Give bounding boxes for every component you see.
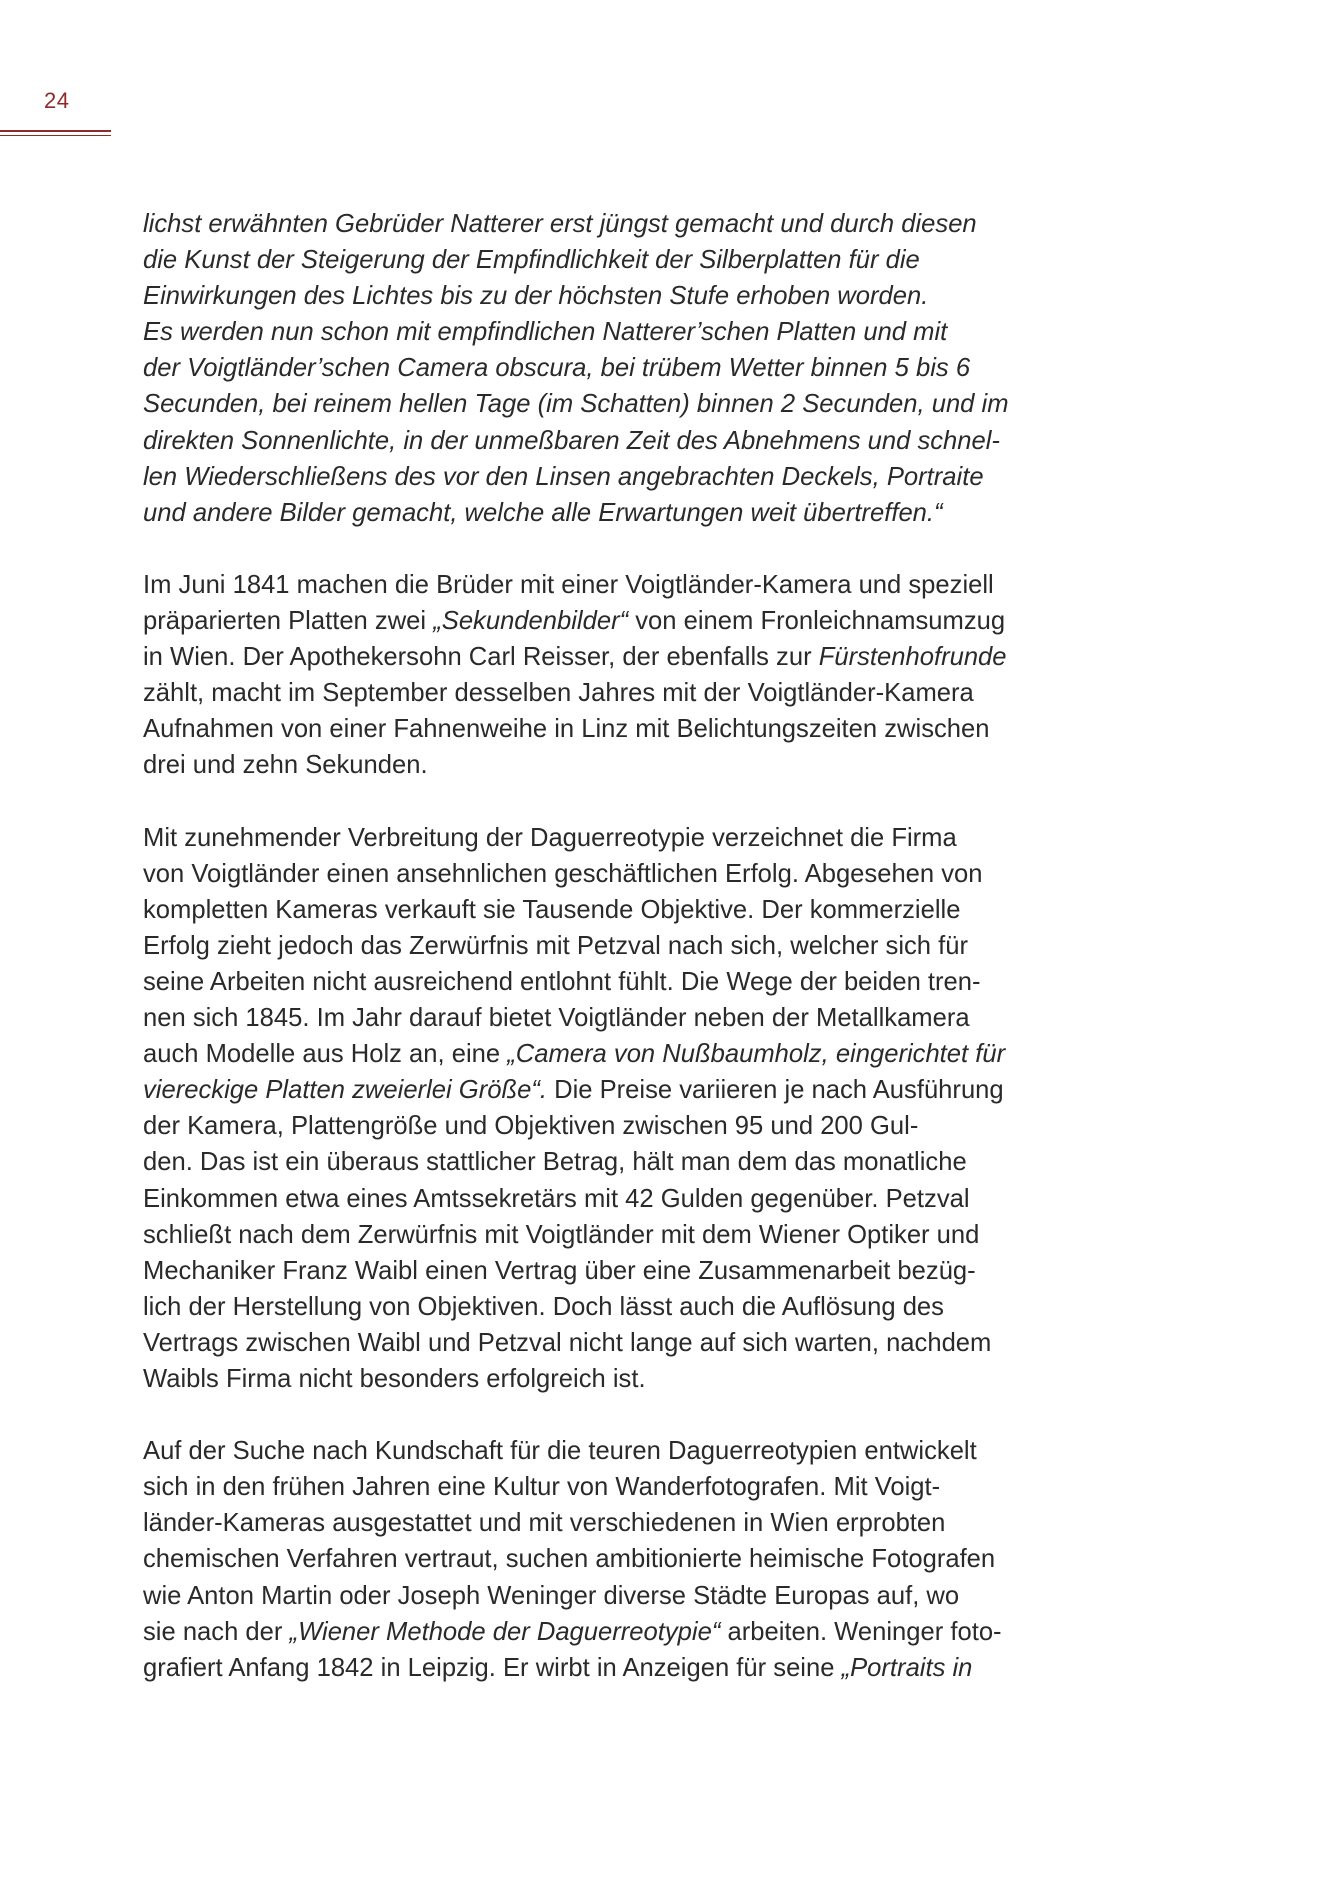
text-line [143, 1036, 1043, 1072]
quote-line: und andere Bilder gemacht, welche alle Erwartungen weit übertreffen.“ [143, 498, 943, 527]
text-line: länder-Kameras ausgestattet und mit verschiedenen in Wien erprobten [143, 1509, 946, 1538]
text-line: Mit zunehmender Verbreitung der Daguerreotypie verzeichnet die Firma [143, 823, 957, 852]
text-line: Aufnahmen von einer Fahnenweihe in Linz mit Belichtungszeiten zwischen [143, 715, 990, 744]
quote-line: direkten Sonnenlichte, in der unmeßbaren Zeit des Abnehmens und schnel- [143, 426, 1000, 455]
quote-line: lichst erwähnten Gebrüder Natterer erst jüngst gemacht und durch diesen [143, 210, 977, 238]
text-segment: Die Preise variieren je nach Ausführung [546, 1076, 1004, 1105]
text-line: zählt, macht im September desselben Jahres mit der Voigtländer-Kamera [143, 679, 974, 708]
text-line: seine Arbeiten nicht ausreichend entlohnt fühlt. Die Wege der beiden tren- [143, 967, 981, 996]
text-line: schließt nach dem Zerwürfnis mit Voigtländer mit dem Wiener Optiker und [143, 1220, 980, 1249]
text-line: chemischen Verfahren vertraut, suchen ambitionierte heimische Fotografen [143, 1545, 996, 1574]
text-segment: grafiert Anfang 1842 in Leipzig. Er wirbt in Anzeigen für seine [143, 1653, 842, 1682]
text-line: drei und zehn Sekunden. [143, 751, 428, 780]
emphasis-wiener-methode: „Wiener Methode der Daguerreotypie“ [289, 1617, 721, 1646]
text-line [143, 603, 1043, 639]
body-text [143, 206, 1043, 1686]
emphasis-portraits: „Portraits in [841, 1653, 973, 1682]
text-line: der Kamera, Plattengröße und Objektiven zwischen 95 und 200 Gul- [143, 1112, 919, 1141]
text-line: Waibls Firma nicht besonders erfolgreich ist. [143, 1365, 646, 1393]
emphasis-fuerstenhofrunde: Fürstenhofrunde [818, 643, 1007, 672]
text-line: Mechaniker Franz Waibl einen Vertrag über eine Zusammenarbeit bezüg- [143, 1256, 976, 1285]
quoted-passage [143, 206, 1043, 531]
quote-line: Es werden nun schon mit empfindlichen Natterer’schen Platten und mit [143, 318, 948, 347]
text-line [143, 1072, 1043, 1108]
paragraph-1 [143, 567, 1043, 784]
text-segment: in Wien. Der Apothekersohn Carl Reisser, der ebenfalls zur [143, 643, 819, 672]
text-line: kompletten Kameras verkauft sie Tausende Objektive. Der kommerzielle [143, 895, 961, 924]
emphasis-camera-quote: viereckige Platten zweierlei Größe“. [143, 1076, 547, 1105]
text-line: Erfolg zieht jedoch das Zerwürfnis mit Petzval nach sich, welcher sich für [143, 931, 969, 960]
quote-line: Einwirkungen des Lichtes bis zu der höchsten Stufe erhoben worden. [143, 282, 929, 311]
text-line: wie Anton Martin oder Joseph Weninger diverse Städte Europas auf, wo [143, 1581, 960, 1610]
quote-line: die Kunst der Steigerung der Empfindlichkeit der Silberplatten für die [143, 246, 920, 275]
emphasis-camera-quote: „Camera von Nußbaumholz, eingerichtet für [507, 1040, 1006, 1069]
text-line: Im Juni 1841 machen die Brüder mit einer Voigtländer-Kamera und speziell [143, 570, 994, 599]
text-segment: arbeiten. Weninger foto- [720, 1617, 1002, 1646]
emphasis-sekundenbilder: „Sekundenbilder“ [433, 607, 629, 636]
text-line: den. Das ist ein überaus stattlicher Betrag, hält man dem das monatliche [143, 1148, 967, 1177]
quote-line: len Wiederschließens des vor den Linsen angebrachten Deckels, Portraite [143, 462, 984, 491]
header-rule-bottom [0, 135, 111, 136]
text-segment: sie nach der [143, 1617, 290, 1646]
text-line: sich in den frühen Jahren eine Kultur von Wanderfotografen. Mit Voigt- [143, 1473, 941, 1502]
text-line [143, 639, 1043, 675]
page-number: 24 [44, 88, 70, 113]
paragraph-2 [143, 820, 1043, 1398]
header-rule-top [0, 130, 111, 132]
text-line: Auf der Suche nach Kundschaft für die teuren Daguerreotypien entwickelt [143, 1437, 977, 1466]
text-line: von Voigtländer einen ansehnlichen geschäftlichen Erfolg. Abgesehen von [143, 859, 983, 888]
paragraph-3 [143, 1433, 1043, 1686]
text-segment: präparierten Platten zwei [143, 607, 434, 636]
quote-line: der Voigtländer’schen Camera obscura, bei trübem Wetter binnen 5 bis 6 [143, 354, 971, 383]
text-line: Vertrags zwischen Waibl und Petzval nicht lange auf sich warten, nachdem [143, 1328, 992, 1357]
text-line: lich der Herstellung von Objektiven. Doch lässt auch die Auflösung des [143, 1292, 944, 1321]
text-line: nen sich 1845. Im Jahr darauf bietet Voigtländer neben der Metallkamera [143, 1004, 970, 1033]
text-segment: auch Modelle aus Holz an, eine [143, 1040, 508, 1069]
quote-line: Secunden, bei reinem hellen Tage (im Schatten) binnen 2 Secunden, und im [143, 390, 1009, 419]
text-line [143, 1650, 1043, 1686]
text-segment: von einem Fronleichnamsumzug [628, 607, 1006, 636]
text-line [143, 1614, 1043, 1650]
text-line: Einkommen etwa eines Amtssekretärs mit 42 Gulden gegenüber. Petzval [143, 1184, 970, 1213]
